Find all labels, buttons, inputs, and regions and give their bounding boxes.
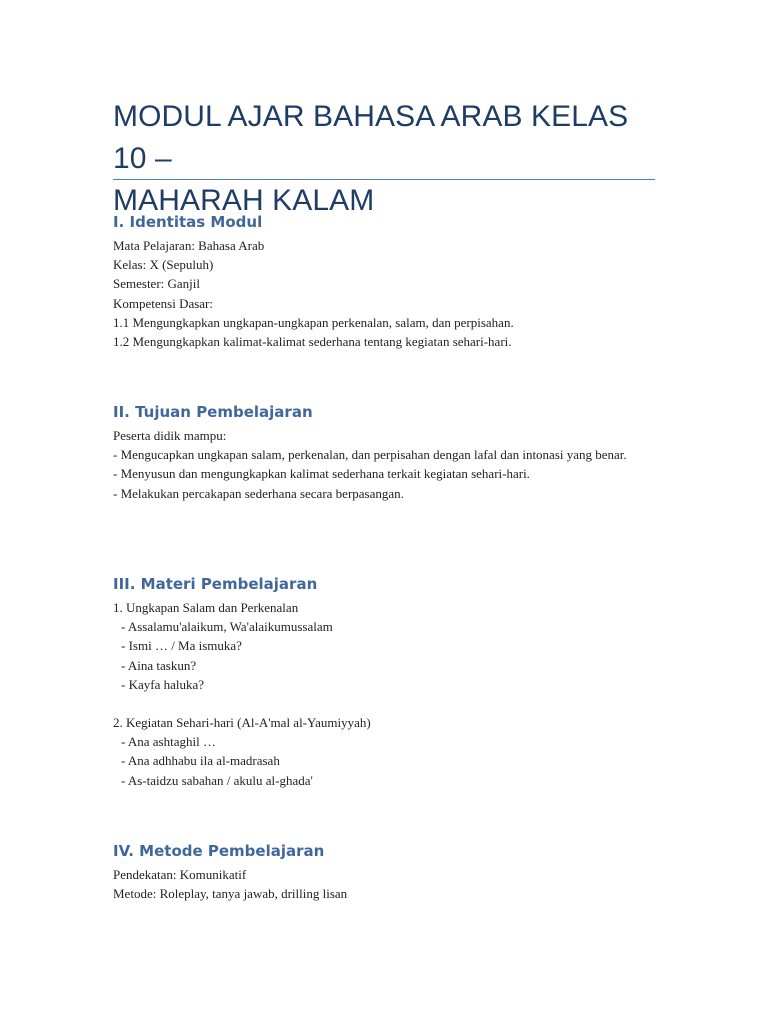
title-line-1: MODUL AJAR BAHASA ARAB KELAS 10 – [113,100,629,175]
materi-group-title: 2. Kegiatan Sehari-hari (Al-A'mal al-Yaumiyyah) [113,715,371,731]
materi-item: - Aina taskun? [121,657,197,673]
section-heading: III. Materi Pembelajaran [113,575,318,593]
section-heading: IV. Metode Pembelajaran [113,842,325,860]
tujuan-item: - Melakukan percakapan sederhana secara berpasangan. [113,485,404,501]
identitas-line: Mata Pelajaran: Bahasa Arab [113,238,265,253]
tujuan-item: - Menyusun dan mengungkapkan kalimat sederhana terkait kegiatan sehari-hari. [113,466,530,482]
title-line-2: MAHARAH KALAM [113,184,375,217]
section-identitas [113,212,673,351]
tujuan-intro: Peserta didik mampu: [113,428,227,443]
materi-item: - Kayfa haluka? [121,676,205,692]
materi-item: - Assalamu'alaikum, Wa'alaikumussalam [121,619,333,635]
section-materi [113,574,673,790]
metode-line: Metode: Roleplay, tanya jawab, drilling lisan [113,886,348,902]
section-heading: II. Tujuan Pembelajaran [113,403,313,421]
section-tujuan [113,402,658,503]
section-heading: I. Identitas Modul [113,213,263,231]
identitas-line: Kelas: X (Sepuluh) [113,257,214,273]
materi-group-title: 1. Ungkapan Salam dan Perkenalan [113,600,299,615]
tujuan-item: - Mengucapkan ungkapan salam, perkenalan, dan perpisahan dengan lafal dan intonasi yang benar. [113,447,627,463]
document-title [113,96,655,222]
spacer [113,694,673,713]
materi-item: - As-taidzu sabahan / akulu al-ghada' [121,772,313,788]
identitas-line: 1.2 Mengungkapkan kalimat-kalimat sederhana tentang kegiatan sehari-hari. [113,334,512,350]
metode-line: Pendekatan: Komunikatif [113,867,247,882]
identitas-line: 1.1 Mengungkapkan ungkapan-ungkapan perkenalan, salam, dan perpisahan. [113,314,514,330]
materi-item: - Ana adhhabu ila al-madrasah [121,753,280,769]
materi-item: - Ismi … / Ma ismuka? [121,638,242,654]
identitas-line: Kompetensi Dasar: [113,295,214,311]
section-metode [113,841,673,903]
title-divider [113,179,655,180]
identitas-line: Semester: Ganjil [113,276,201,292]
materi-item: - Ana ashtaghil … [121,734,216,750]
